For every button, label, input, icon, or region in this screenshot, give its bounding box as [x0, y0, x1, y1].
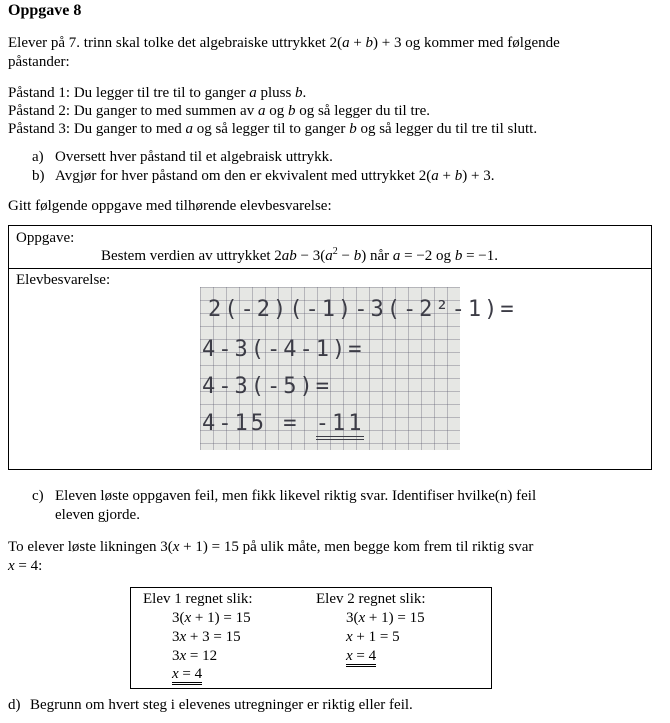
handwriting-line-1: 2(-2)(-1)-3(-2²-1)=: [208, 297, 517, 322]
task-d-label: d): [8, 697, 21, 713]
task-b-label: b): [32, 168, 45, 184]
handwriting-line-3: 4-3(-5)=: [202, 374, 332, 399]
task-c-line-1: Eleven løste oppgaven feil, men fikk likevel riktig svar. Identifiser hvilke(n) feil: [55, 488, 537, 504]
answer-box-label: Elevbesvarelse:: [16, 272, 111, 288]
student-1-step-1: 3(x + 1) = 15: [172, 610, 251, 626]
task-c-line-2: eleven gjorde.: [55, 507, 140, 523]
task-d-text: Begrunn om hvert steg i elevenes utregninger er riktig eller feil.: [30, 697, 413, 713]
claim-2: Påstand 2: Du ganger to med summen av a og b og så legger du til tre.: [8, 103, 431, 119]
student-1-step-2: 3x + 3 = 15: [172, 629, 241, 645]
handwriting-line-2: 4-3(-4-1)=: [202, 337, 365, 362]
student-2-step-1: 3(x + 1) = 15: [346, 610, 425, 626]
page-title: Oppgave 8: [8, 2, 82, 19]
intro-line-2: påstander:: [8, 54, 70, 70]
student-1-label: Elev 1 regnet slik:: [143, 591, 253, 607]
task-b-text: Avgjør for hver påstand om den er ekvivalent med uttrykket 2(a + b) + 3.: [55, 168, 495, 184]
task-c-label: c): [32, 488, 44, 504]
student-2-label: Elev 2 regnet slik:: [316, 591, 426, 607]
equation-intro-line-2: x = 4:: [8, 558, 43, 574]
intro-line-1: Elever på 7. trinn skal tolke det algebraiske uttrykket 2(a + b) + 3 og kommer med følgende: [8, 35, 560, 51]
student-1-step-3: 3x = 12: [172, 648, 218, 664]
task-box-label: Oppgave:: [16, 230, 75, 246]
task-box-text: Bestem verdien av uttrykket $2ab - 3(a^2 - b)$ når a = −2 og b = −1.: [101, 246, 498, 264]
student-2-step-2: x + 1 = 5: [346, 629, 400, 645]
student-handwriting-photo: [200, 287, 517, 450]
claim-3: Påstand 3: Du ganger to med a og så legger til to ganger b og så legger du til tre til slutt.: [8, 121, 538, 137]
claim-1: Påstand 1: Du legger til tre til to ganger a pluss b.: [8, 85, 307, 101]
handwriting-line-4: 4-15 = -11: [202, 411, 364, 436]
student-2-answer: x = 4: [346, 647, 376, 665]
student-1-answer: x = 4: [172, 665, 202, 683]
task-a-text: Oversett hver påstand til et algebraisk uttrykk.: [55, 149, 333, 165]
given-text: Gitt følgende oppgave med tilhørende elevbesvarelse:: [8, 198, 332, 214]
task-a-label: a): [32, 149, 44, 165]
equation-intro-line-1: To elever løste likningen 3(x + 1) = 15 på ulik måte, men begge kom frem til riktig svar: [8, 539, 534, 555]
handwriting-final-answer: -11: [316, 411, 365, 440]
